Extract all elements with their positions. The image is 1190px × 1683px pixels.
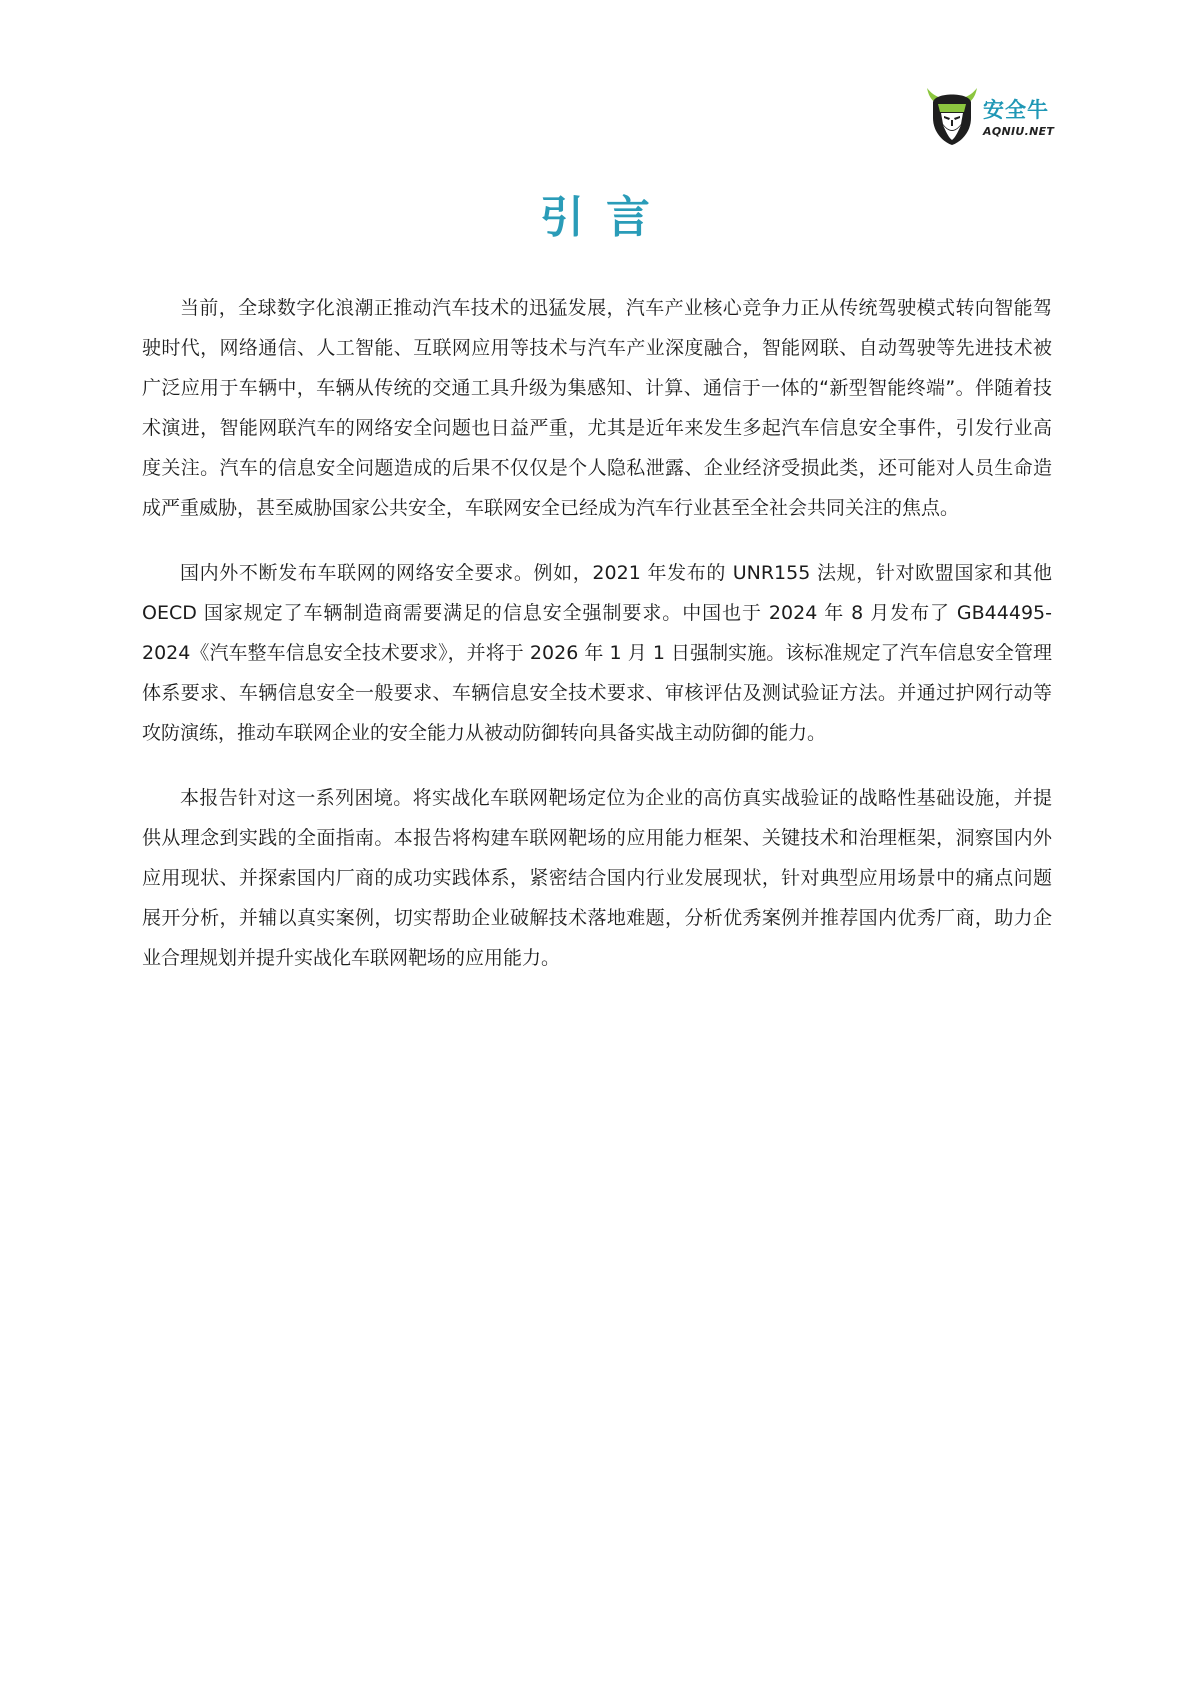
paragraph-3: 本报告针对这一系列困境。将实战化车联网靶场定位为企业的高仿真实战验证的战略性基础设施，并提供从理念到实践的全面指南。本报告将构建车联网靶场的应用能力框架、关键技术和治理框架，洞察国内外应用现状、并探索国内厂商的成功实践体系，紧密结合国内行业发展现状，针对典型应用场景中的痛点问题展开分析，并辅以真实案例，切实帮助企业破解技术落地难题，分析优秀案例并推荐国内优秀厂商，助力企业合理规划并提升实战化车联网靶场的应用能力。	[142, 787, 1052, 969]
logo-english-name: AQNIU.NET	[983, 125, 1055, 138]
logo-chinese-name: 安全牛	[983, 98, 1049, 122]
brand-logo	[925, 84, 1055, 146]
page-title: 引言	[540, 192, 672, 243]
paragraph-1: 当前，全球数字化浪潮正推动汽车技术的迅猛发展，汽车产业核心竞争力正从传统驾驶模式转向智能驾驶时代，网络通信、人工智能、互联网应用等技术与汽车产业深度融合，智能网联、自动驾驶等先进技术被广泛应用于车辆中，车辆从传统的交通工具升级为集感知、计算、通信于一体的“新型智能终端”。伴随着技术演进，智能网联汽车的网络安全问题也日益严重，尤其是近年来发生多起汽车信息安全事件，引发行业高度关注。汽车的信息安全问题造成的后果不仅仅是个人隐私泄露、企业经济受损此类，还可能对人员生命造成严重威胁，甚至威胁国家公共安全，车联网安全已经成为汽车行业甚至全社会共同关注的焦点。	[142, 297, 1052, 519]
bull-helmet-icon	[925, 84, 979, 146]
paragraph-2: 国内外不断发布车联网的网络安全要求。例如，2021 年发布的 UNR155 法规，针对欧盟国家和其他 OECD 国家规定了车辆制造商需要满足的信息安全强制要求。中国也于 2024 年 8 月发布了 GB44495-2024《汽车整车信息安全技术要求》，并将于 2026 年 1 月 1 日强制实施。该标准规定了汽车信息安全管理体系要求、车辆信息安全一般要求、车辆信息安全技术要求、审核评估及测试验证方法。并通过护网行动等攻防演练，推动车联网企业的安全能力从被动防御转向具备实战主动防御的能力。	[142, 562, 1052, 744]
introduction-body	[142, 288, 1052, 1003]
